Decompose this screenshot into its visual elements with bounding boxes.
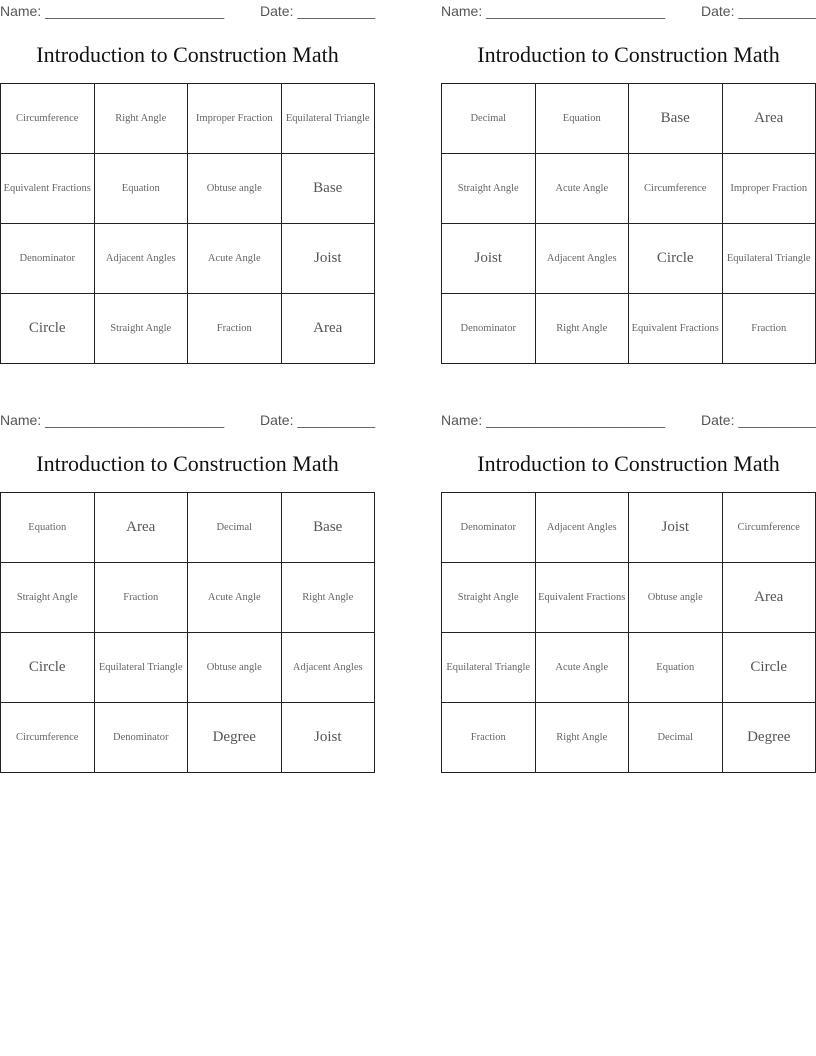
- grid-row: [442, 633, 816, 703]
- grid-cell: Equation: [94, 154, 188, 224]
- grid-cell: Obtuse angle: [188, 154, 282, 224]
- grid-cell: Acute Angle: [535, 154, 629, 224]
- grid-cell: Straight Angle: [94, 294, 188, 364]
- bingo-card-2: [441, 0, 816, 365]
- grid-cell: Joist: [281, 224, 375, 294]
- grid-cell: Equation: [1, 493, 95, 563]
- grid-cell: Improper Fraction: [722, 154, 816, 224]
- grid-row: [442, 154, 816, 224]
- grid-cell: Right Angle: [535, 703, 629, 773]
- bingo-card-1: [0, 0, 375, 365]
- grid-row: [1, 703, 375, 773]
- grid-cell: Equivalent Fractions: [535, 563, 629, 633]
- bingo-grid: [441, 492, 816, 773]
- name-field: Name: _______________________: [441, 412, 666, 428]
- grid-row: [1, 493, 375, 563]
- grid-cell: Straight Angle: [442, 154, 536, 224]
- grid-cell: Improper Fraction: [188, 84, 282, 154]
- grid-cell: Adjacent Angles: [94, 224, 188, 294]
- grid-cell: Equilateral Triangle: [94, 633, 188, 703]
- grid-row: [1, 294, 375, 364]
- grid-cell: Decimal: [188, 493, 282, 563]
- grid-row: [1, 224, 375, 294]
- grid-cell: Circle: [1, 633, 95, 703]
- grid-cell: Obtuse angle: [629, 563, 723, 633]
- name-field: Name: _______________________: [441, 3, 666, 19]
- date-field: Date: __________: [260, 3, 376, 19]
- grid-cell: Circumference: [722, 493, 816, 563]
- bingo-grid: [0, 492, 375, 773]
- grid-cell: Joist: [442, 224, 536, 294]
- grid-cell: Area: [722, 563, 816, 633]
- grid-cell: Circumference: [629, 154, 723, 224]
- card-title: Introduction to Construction Math: [36, 451, 339, 476]
- bingo-card-4: [441, 409, 816, 774]
- grid-cell: Equilateral Triangle: [281, 84, 375, 154]
- grid-row: [1, 154, 375, 224]
- grid-cell: Area: [94, 493, 188, 563]
- grid-cell: Fraction: [442, 703, 536, 773]
- grid-cell: Equivalent Fractions: [1, 154, 95, 224]
- grid-cell: Denominator: [442, 493, 536, 563]
- grid-row: [1, 563, 375, 633]
- grid-cell: Base: [281, 154, 375, 224]
- grid-cell: Degree: [722, 703, 816, 773]
- grid-cell: Base: [629, 84, 723, 154]
- grid-cell: Equation: [629, 633, 723, 703]
- name-field: Name: _______________________: [0, 412, 225, 428]
- grid-cell: Area: [281, 294, 375, 364]
- grid-cell: Degree: [188, 703, 282, 773]
- grid-cell: Equation: [535, 84, 629, 154]
- grid-cell: Circumference: [1, 703, 95, 773]
- grid-row: [1, 633, 375, 703]
- bingo-grid: [441, 83, 816, 364]
- grid-cell: Acute Angle: [188, 563, 282, 633]
- grid-cell: Fraction: [188, 294, 282, 364]
- grid-cell: Joist: [629, 493, 723, 563]
- grid-row: [442, 84, 816, 154]
- grid-cell: Acute Angle: [535, 633, 629, 703]
- date-field: Date: __________: [260, 412, 376, 428]
- grid-cell: Denominator: [442, 294, 536, 364]
- card-title: Introduction to Construction Math: [36, 42, 339, 67]
- grid-row: [1, 84, 375, 154]
- grid-cell: Adjacent Angles: [535, 493, 629, 563]
- grid-cell: Circle: [722, 633, 816, 703]
- grid-cell: Decimal: [629, 703, 723, 773]
- name-field: Name: _______________________: [0, 3, 225, 19]
- grid-cell: Equilateral Triangle: [722, 224, 816, 294]
- grid-cell: Right Angle: [281, 563, 375, 633]
- grid-cell: Acute Angle: [188, 224, 282, 294]
- grid-cell: Equivalent Fractions: [629, 294, 723, 364]
- grid-row: [442, 703, 816, 773]
- date-field: Date: __________: [701, 412, 816, 428]
- grid-cell: Fraction: [722, 294, 816, 364]
- grid-cell: Area: [722, 84, 816, 154]
- grid-cell: Right Angle: [94, 84, 188, 154]
- card-title: Introduction to Construction Math: [477, 451, 780, 476]
- bingo-grid: [0, 83, 375, 364]
- grid-cell: Straight Angle: [442, 563, 536, 633]
- grid-cell: Fraction: [94, 563, 188, 633]
- grid-row: [442, 563, 816, 633]
- date-field: Date: __________: [701, 3, 816, 19]
- grid-cell: Right Angle: [535, 294, 629, 364]
- grid-row: [442, 294, 816, 364]
- grid-cell: Denominator: [94, 703, 188, 773]
- grid-cell: Circle: [1, 294, 95, 364]
- grid-cell: Circumference: [1, 84, 95, 154]
- grid-cell: Adjacent Angles: [281, 633, 375, 703]
- bingo-card-3: [0, 409, 375, 774]
- grid-row: [442, 224, 816, 294]
- grid-cell: Denominator: [1, 224, 95, 294]
- grid-cell: Joist: [281, 703, 375, 773]
- grid-row: [442, 493, 816, 563]
- grid-cell: Circle: [629, 224, 723, 294]
- grid-cell: Straight Angle: [1, 563, 95, 633]
- card-title: Introduction to Construction Math: [477, 42, 780, 67]
- grid-cell: Decimal: [442, 84, 536, 154]
- grid-cell: Obtuse angle: [188, 633, 282, 703]
- grid-cell: Equilateral Triangle: [442, 633, 536, 703]
- grid-cell: Base: [281, 493, 375, 563]
- grid-cell: Adjacent Angles: [535, 224, 629, 294]
